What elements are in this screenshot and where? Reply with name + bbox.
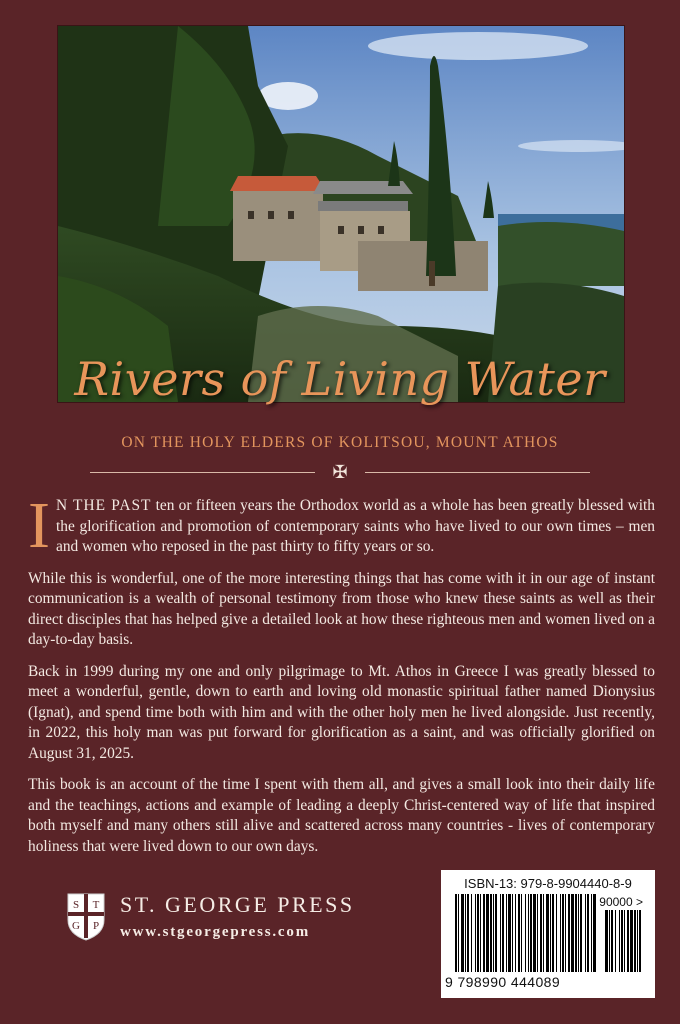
price-code: 90000 > <box>599 895 643 909</box>
isbn-barcode <box>441 870 655 998</box>
barcode-bar <box>637 910 638 972</box>
shield-cross-icon <box>66 892 106 942</box>
barcode-bar <box>506 894 507 972</box>
barcode-bar <box>591 894 592 972</box>
barcode-bar <box>461 894 464 972</box>
paragraph-1 <box>28 489 656 562</box>
barcode-bar <box>634 910 636 972</box>
barcode-bar <box>546 894 549 972</box>
barcode-bar <box>483 894 485 972</box>
barcode-bar <box>502 894 504 972</box>
barcode-bar <box>550 894 551 972</box>
book-subtitle: ON THE HOLY ELDERS OF KOLITSOU, MOUNT ATHOS <box>121 434 559 451</box>
barcode-bar <box>493 894 494 972</box>
lead-in: N THE PAST <box>55 497 152 514</box>
barcode-bar <box>490 894 492 972</box>
barcode-bar <box>624 910 625 972</box>
barcode-bar <box>562 894 564 972</box>
barcode-bar <box>533 894 536 972</box>
barcode-bar <box>508 894 511 972</box>
barcode-bar <box>580 894 582 972</box>
barcode-bar <box>575 894 577 972</box>
barcode-bar <box>515 894 516 972</box>
barcode-bar <box>480 894 481 972</box>
publisher-url: www.stgeorgepress.com <box>120 924 310 940</box>
barcode-bar <box>609 910 610 972</box>
barcode-bar <box>528 894 529 972</box>
barcode-bar <box>458 894 459 972</box>
barcode-bar <box>615 910 616 972</box>
barcode-bar <box>552 894 554 972</box>
barcode-bar <box>639 910 641 972</box>
shield-letter-g: G <box>72 920 80 932</box>
barcode-bar <box>455 894 457 972</box>
barcode-bar <box>630 910 633 972</box>
barcode-bar <box>525 894 526 972</box>
publisher-name: ST. GEORGE PRESS <box>120 892 355 917</box>
barcode-bar <box>565 894 566 972</box>
back-cover-description <box>28 489 656 868</box>
barcode-bar <box>495 894 497 972</box>
cover-photo <box>57 25 625 403</box>
shield-letter-p: P <box>92 920 100 932</box>
barcode-bar <box>585 894 586 972</box>
barcode-bar <box>475 894 476 972</box>
barcode-bar <box>467 894 469 972</box>
barcode-bar <box>486 894 489 972</box>
isbn-label: ISBN-13: 979-8-9904440-8-9 <box>464 876 632 891</box>
barcode-bar <box>571 894 574 972</box>
paragraph-4: This book is an account of the time I spent with them all, and gives a small look into their daily life and the teachings, actions and example of leading a deeply Christ-centered way of life that inspired both myself and many others still alive and scattered across many countries - lives of contemporary holiness that were lived down to our own days. <box>28 776 655 855</box>
barcode-bar <box>477 894 479 972</box>
barcode-bar <box>556 894 557 972</box>
ean-digits: 9 798990 444089 <box>445 974 560 990</box>
publisher-block <box>66 892 426 952</box>
divider-line-left <box>90 472 315 473</box>
barcode-bar <box>627 910 629 972</box>
barcode-bar <box>471 894 472 972</box>
shield-letter-s: S <box>72 899 80 911</box>
barcode-bar <box>512 894 513 972</box>
barcode-bar <box>611 910 613 972</box>
paragraph-3: Back in 1999 during my one and only pilgrimage to Mt. Athos in Greece I was greatly blessed to meet a wonderful, gentle, down to earth and loving old monastic spiritual father named Dionysius (Ignat), and spend time both with him and with the other holy men he lived alongside. Just recently, in 2022, this holy man was put forward for glorification as a saint, and was officially glorified on August 31, 2025. <box>28 662 655 762</box>
barcode-bar <box>578 894 579 972</box>
cross-icon: ✠ <box>332 462 348 482</box>
barcode-bar <box>465 894 466 972</box>
barcode-bar <box>593 894 596 972</box>
shield-letter-t: T <box>92 899 100 911</box>
barcode-bar <box>521 894 522 972</box>
barcode-bar <box>543 894 544 972</box>
barcode-bar <box>605 910 608 972</box>
barcode-bar <box>560 894 561 972</box>
barcode-bar <box>537 894 538 972</box>
barcode-bar <box>530 894 532 972</box>
barcode-bar <box>518 894 520 972</box>
monastery-landscape-image <box>58 26 624 402</box>
book-title: Rivers of Living Water <box>74 352 606 406</box>
paragraph-2: While this is wonderful, one of the more interesting things that has come with it in our age of instant communication is a wealth of personal testimony from those who knew these saints as well as their direct disciples that has helped give a detailed look at how these righteous men and women lived on a day-to-day basis. <box>28 569 655 648</box>
paragraph-1-text: ten or fifteen years the Orthodox world as a whole has been greatly blessed with the glorification and promotion of contemporary saints who have lived to our own times – men and women who reposed in the past thirty to fifty years or so. <box>55 497 656 555</box>
barcode-bar <box>587 894 589 972</box>
barcode-bar <box>540 894 542 972</box>
barcode-bar <box>500 894 501 972</box>
barcode-bar <box>619 910 620 972</box>
barcode-bar <box>568 894 570 972</box>
barcode-bar <box>621 910 623 972</box>
drop-cap: I <box>28 489 50 562</box>
divider-line-right <box>365 472 590 473</box>
ornamental-divider <box>90 460 590 484</box>
